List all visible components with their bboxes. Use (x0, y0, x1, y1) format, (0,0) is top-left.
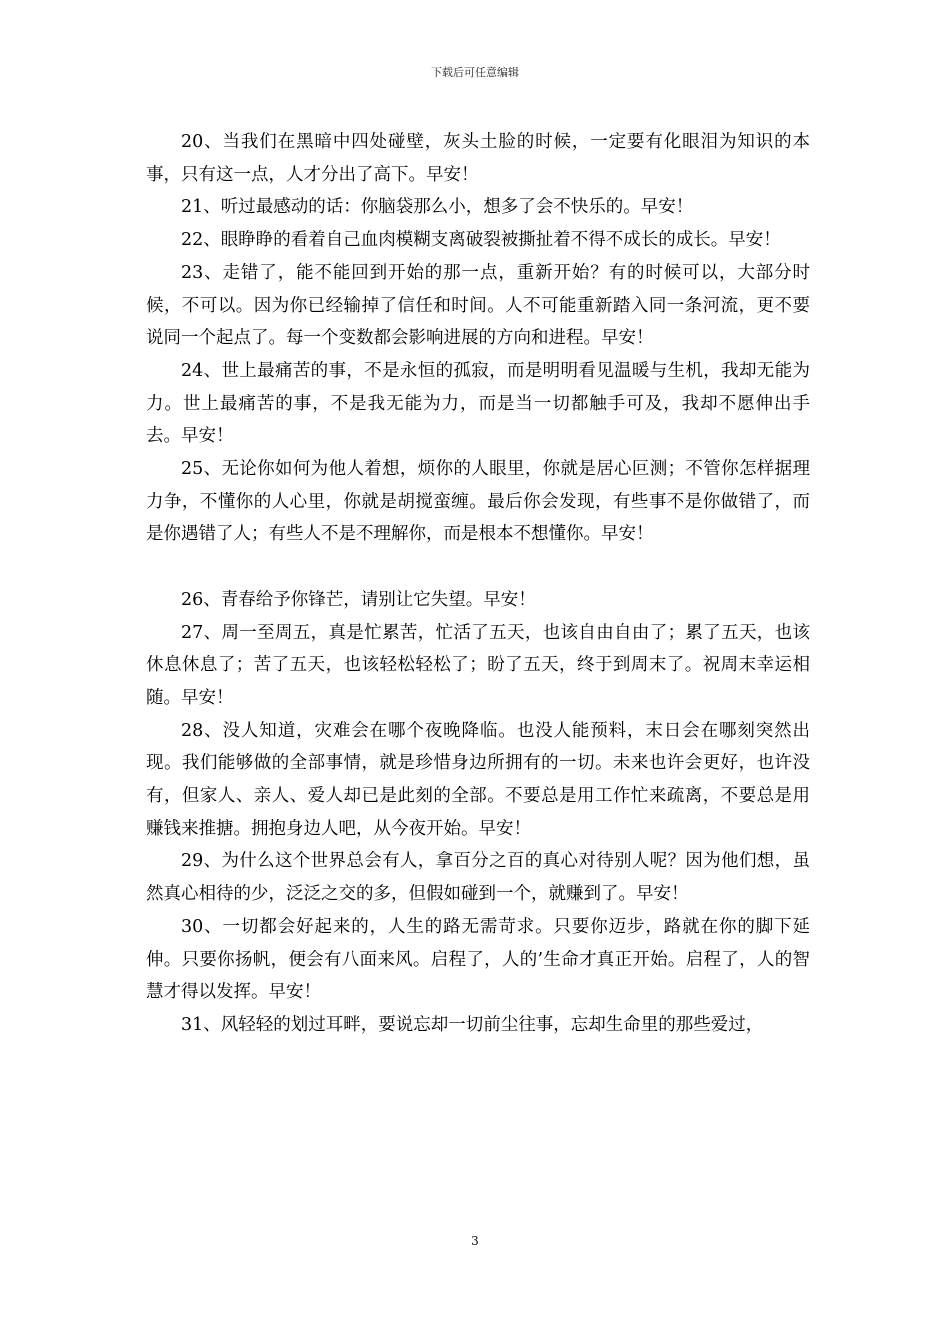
paragraph-24: 24、世上最痛苦的事，不是永恒的孤寂，而是明明看见温暖与生机，我却无能为力。世上最痛苦的事，不是我无能为力，而是当一切都触手可及，我却不愿伸出手去。早安！ (146, 360, 810, 447)
paragraph-23: 23、走错了，能不能回到开始的那一点，重新开始？有的时候可以，大部分时候，不可以。因为你已经输掉了信任和时间。人不可能重新踏入同一条河流，更不要说同一个起点了。每一个变数都会影响进展的方向和进程。早安！ (146, 262, 810, 349)
paragraph-25: 25、无论你如何为他人着想，烦你的人眼里，你就是居心叵测；不管你怎样据理力争，不懂你的人心里，你就是胡搅蛮缠。最后你会发现，有些事不是你做错了，而是你遇错了人；有些人不是不理解你，而是根本不想懂你。早安！ (146, 459, 810, 545)
paragraph-26: 26、青春给予你锋芒，请别让它失望。早安！ (181, 589, 536, 610)
page-number: 3 (471, 1234, 479, 1248)
paragraph-21: 21、听过最感动的话：你脑袋那么小，想多了会不快乐的。早安！ (181, 197, 694, 218)
paragraph-29: 29、为什么这个世界总会有人，拿百分之百的真心对待别人呢？因为他们想，虽然真心相待的少，泛泛之交的多，但假如碰到一个，就赚到了。早安！ (146, 851, 810, 905)
paragraph-31: 31、风轻轻的划过耳畔，要说忘却一切前尘往事，忘却生命里的那些爱过， (181, 1014, 764, 1035)
header-note: 下载后可任意编辑 (431, 66, 519, 79)
document-body (146, 126, 810, 1042)
paragraph-27: 27、周一至周五，真是忙累苦，忙活了五天，也该自由自由了；累了五天，也该休息休息了；苦了五天，也该轻松轻松了；盼了五天，终于到周末了。祝周末幸运相随。早安！ (146, 622, 810, 708)
paragraph-spacer (146, 551, 810, 584)
paragraph-30: 30、一切都会好起来的，人生的路无需苛求。只要你迈步，路就在你的脚下延伸。只要你扬帆，便会有八面来风。启程了，人的’生命才真正开始。启程了，人的智慧才得以发挥。早安！ (146, 916, 810, 1003)
paragraph-22: 22、眼睁睁的看着自己血肉模糊支离破裂被撕扯着不得不成长的成长。早安！ (181, 230, 781, 251)
paragraph-28: 28、没人知道，灾难会在哪个夜晚降临。也没人能预料，末日会在哪刻突然出现。我们能够做的全部事情，就是珍惜身边所拥有的一切。未来也许会更好，也许没有，但家人、亲人、爱人却已是此刻的全部。不要总是用工作忙来疏离，不要总是用赚钱来推搪。拥抱身边人吧，从今夜开始。早安！ (146, 720, 810, 839)
paragraph-20: 20、当我们在黑暗中四处碰壁，灰头土脸的时候，一定要有化眼泪为知识的本事，只有这一点，人才分出了高下。早安！ (146, 132, 810, 185)
